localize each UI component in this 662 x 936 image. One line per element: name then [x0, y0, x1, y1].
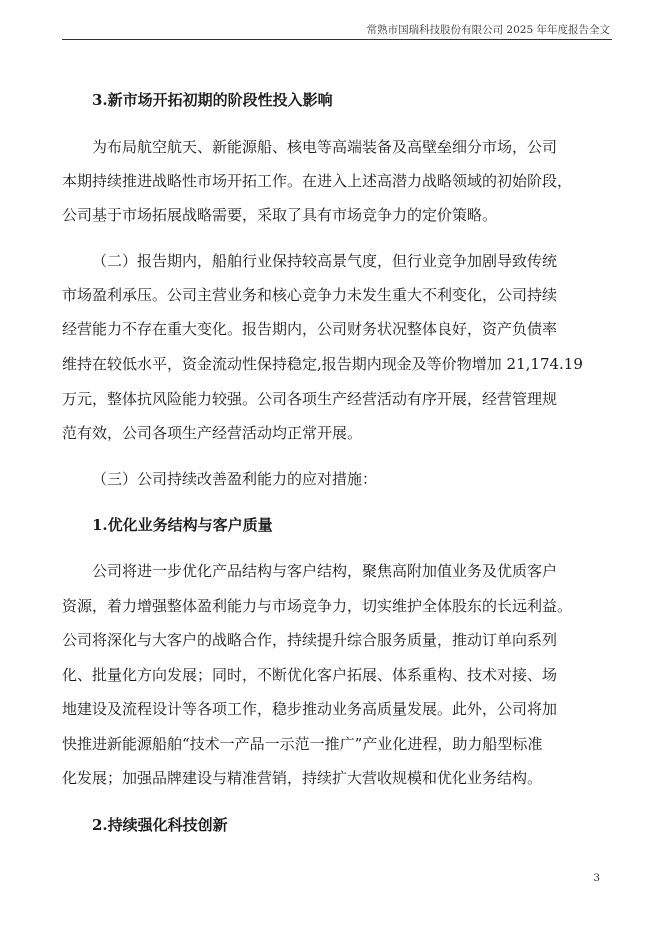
paragraph-line: 万元，整体抗风险能力较强。公司各项生产经营活动有序开展，经营管理规	[62, 390, 558, 408]
section-heading-new-market: 3.新市场开拓初期的阶段性投入影响	[92, 91, 333, 109]
subsection-heading-measures: （三）公司持续改善盈利能力的应对措施：	[92, 470, 378, 488]
section-heading-tech-innovation: 2.持续强化科技创新	[92, 816, 228, 834]
paragraph-line: 范有效，公司各项生产经营活动均正常开展。	[62, 424, 363, 442]
paragraph-line: 市场盈利承压。公司主营业务和核心竞争力未发生重大不利变化，公司持续	[62, 286, 558, 304]
paragraph-line: 地建设及流程设计等各项工作，稳步推动业务高质量发展。此外，公司将加	[62, 700, 558, 718]
paragraph-line: 本期持续推进战略性市场开拓工作。在进入上述高潜力战略领域的初始阶段，	[62, 172, 573, 190]
paragraph-line: 化发展；加强品牌建设与精准营销，持续扩大营收规模和优化业务结构。	[62, 769, 543, 787]
header-title: 常熟市国瑞科技股份有限公司 2025 年年度报告全文	[366, 24, 610, 36]
paragraph-line: 公司将深化与大客户的战略合作，持续提升综合服务质量，推动订单向系列	[62, 631, 558, 649]
paragraph-line: 经营能力不存在重大变化。报告期内，公司财务状况整体良好，资产负债率	[62, 320, 558, 338]
page-number: 3	[593, 872, 600, 884]
paragraph-line: 为布局航空航天、新能源船、核电等高端装备及高壁垒细分市场，公司	[92, 138, 558, 156]
paragraph-line: 快推进新能源船舶“技术一产品一示范一推广”产业化进程，助力船型标准	[62, 735, 543, 753]
header-divider	[62, 39, 612, 40]
paragraph-line: 化、批量化方向发展；同时，不断优化客户拓展、体系重构、技术对接、场	[62, 666, 558, 684]
paragraph-line: 公司将进一步优化产品结构与客户结构，聚焦高附加值业务及优质客户	[92, 562, 558, 580]
paragraph-line: （二）报告期内，船舶行业保持较高景气度，但行业竞争加剧导致传统	[92, 252, 558, 270]
paragraph-line: 公司基于市场拓展战略需要，采取了具有市场竞争力的定价策略。	[62, 206, 498, 224]
section-heading-optimize-business: 1.优化业务结构与客户质量	[92, 516, 273, 534]
paragraph-line: 资源，着力增强整体盈利能力与市场竞争力，切实维护全体股东的长远利益。	[62, 597, 573, 615]
paragraph-line: 维持在较低水平，资金流动性保持稳定,报告期内现金及等价物增加 21,174.19	[62, 355, 583, 373]
